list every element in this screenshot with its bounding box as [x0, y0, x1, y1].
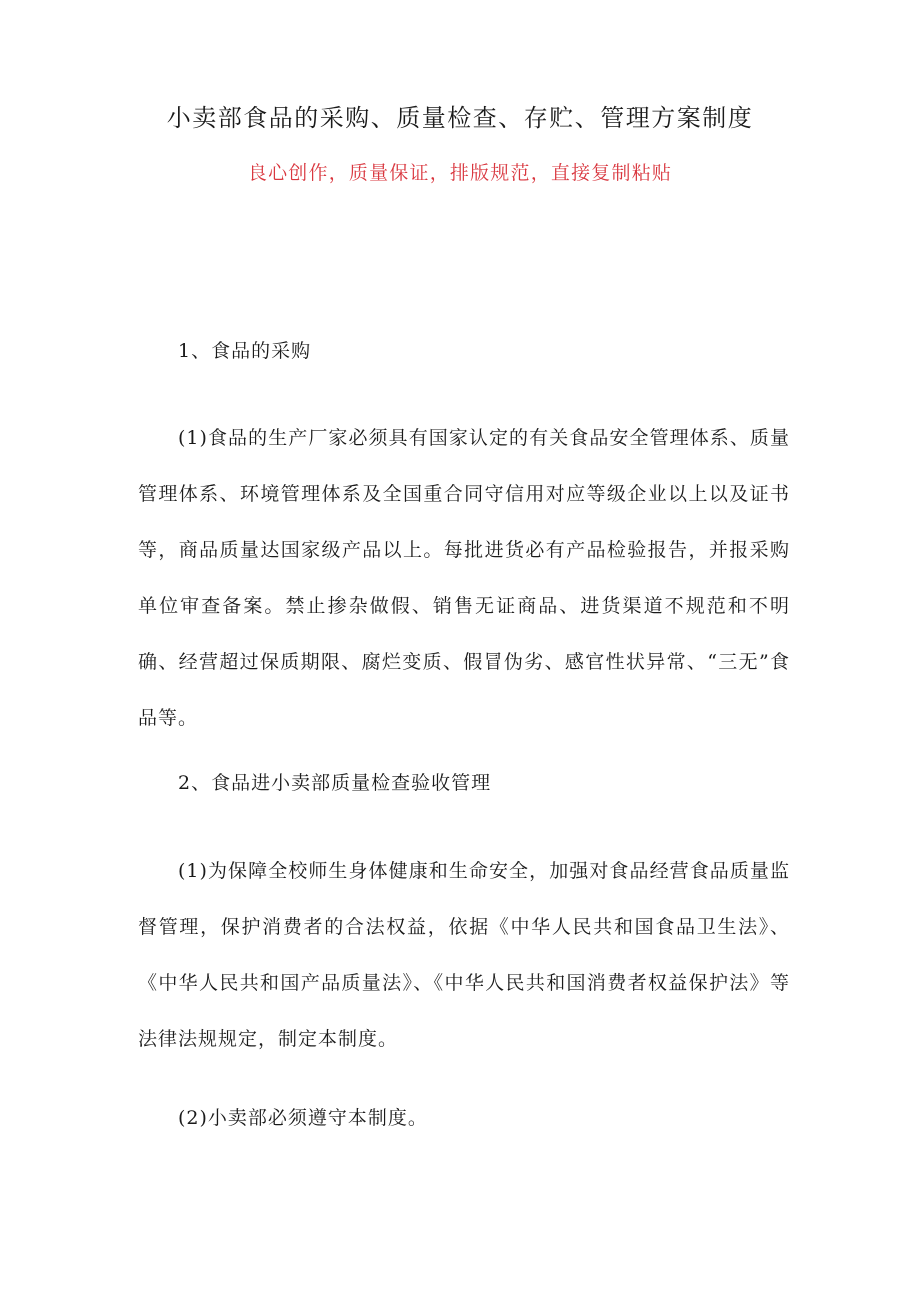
paragraph-quality-inspection-basis: (1)为保障全校师生身体健康和生命安全，加强对食品经营食品质量监督管理，保护消费者的合法权益，依据《中华人民共和国食品卫生法》、《中华人民共和国产品质量法》、《中华人民共和国消费者权益保护法》等法律法规规定，制定本制度。 [138, 860, 790, 1050]
section-heading-procurement: 1、食品的采购 [178, 340, 312, 362]
document-subtitle: 良心创作，质量保证，排版规范，直接复制粘贴 [247, 162, 673, 184]
paragraph-procurement-requirements: (1)食品的生产厂家必须具有国家认定的有关食品安全管理体系、质量管理体系、环境管理体系及全国重合同守信用对应等级企业以上以及证书等，商品质量达国家级产品以上。每批进货必有产品检验报告，并报采购单位审查备案。禁止掺杂做假、销售无证商品、进货渠道不规范和不明确、经营超过保质期限、腐烂变质、假冒伪劣、感官性状异常、“三无”食品等。 [138, 427, 790, 729]
document-title: 小卖部食品的采购、质量检查、存贮、管理方案制度 [166, 104, 754, 132]
paragraph-compliance-statement: (2)小卖部必须遵守本制度。 [178, 1107, 428, 1129]
section-heading-quality-inspection: 2、食品进小卖部质量检查验收管理 [178, 772, 492, 794]
